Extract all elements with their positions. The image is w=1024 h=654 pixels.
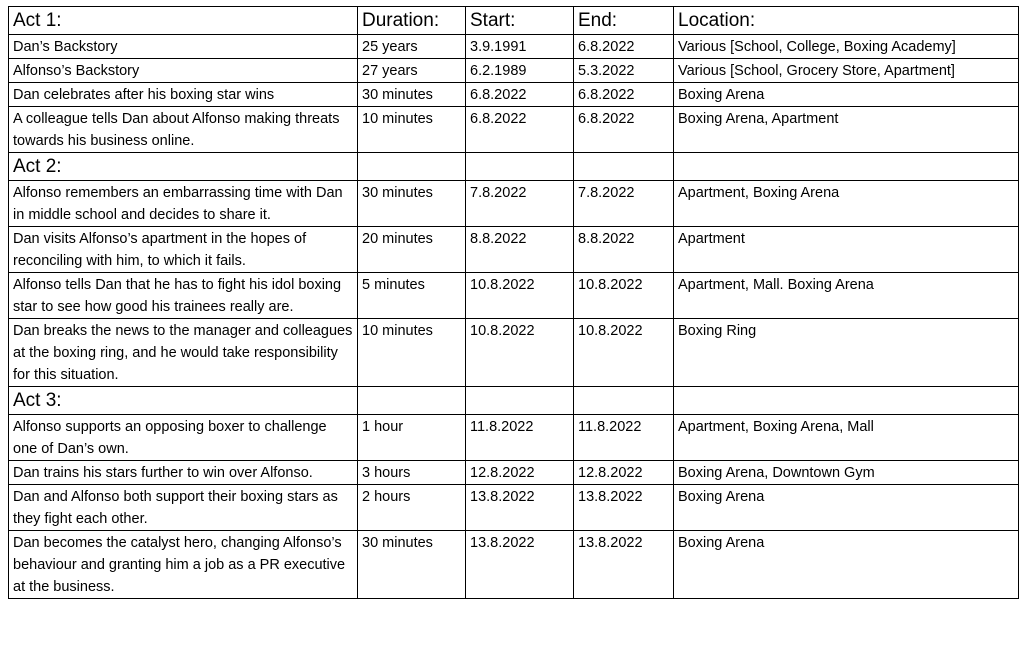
end-cell: 7.8.2022: [574, 181, 674, 227]
empty-cell: [574, 387, 674, 415]
duration-cell: 20 minutes: [358, 227, 466, 273]
end-cell: 13.8.2022: [574, 531, 674, 599]
end-cell: 10.8.2022: [574, 273, 674, 319]
event-cell: Dan trains his stars further to win over Alfonso.: [9, 461, 358, 485]
end-cell: 6.8.2022: [574, 35, 674, 59]
start-header: Start:: [466, 7, 574, 35]
end-cell: 8.8.2022: [574, 227, 674, 273]
duration-cell: 30 minutes: [358, 531, 466, 599]
location-cell: Boxing Ring: [674, 319, 1019, 387]
event-cell: A colleague tells Dan about Alfonso making threats towards his business online.: [9, 107, 358, 153]
duration-cell: 30 minutes: [358, 83, 466, 107]
end-cell: 5.3.2022: [574, 59, 674, 83]
event-cell: Dan breaks the news to the manager and colleagues at the boxing ring, and he would take responsibility for this situation.: [9, 319, 358, 387]
start-cell: 10.8.2022: [466, 273, 574, 319]
duration-header: Duration:: [358, 7, 466, 35]
start-cell: 6.8.2022: [466, 107, 574, 153]
act-2-heading: Act 2:: [9, 153, 358, 181]
event-cell: Dan’s Backstory: [9, 35, 358, 59]
start-cell: 6.2.1989: [466, 59, 574, 83]
empty-cell: [358, 153, 466, 181]
table-row: [9, 181, 1019, 227]
location-cell: Apartment: [674, 227, 1019, 273]
duration-cell: 5 minutes: [358, 273, 466, 319]
act-3-heading: Act 3:: [9, 387, 358, 415]
table-row: [9, 319, 1019, 387]
empty-cell: [358, 387, 466, 415]
empty-cell: [574, 153, 674, 181]
table-row: [9, 59, 1019, 83]
start-cell: 10.8.2022: [466, 319, 574, 387]
location-cell: Apartment, Boxing Arena, Mall: [674, 415, 1019, 461]
location-cell: Boxing Arena: [674, 531, 1019, 599]
duration-cell: 30 minutes: [358, 181, 466, 227]
event-cell: Alfonso supports an opposing boxer to challenge one of Dan’s own.: [9, 415, 358, 461]
table-row: [9, 531, 1019, 599]
start-cell: 13.8.2022: [466, 531, 574, 599]
table-row: [9, 35, 1019, 59]
timeline-table: [8, 6, 1019, 599]
end-cell: 12.8.2022: [574, 461, 674, 485]
table-row: [9, 107, 1019, 153]
location-cell: Boxing Arena: [674, 485, 1019, 531]
event-cell: Dan celebrates after his boxing star wins: [9, 83, 358, 107]
event-cell: Alfonso tells Dan that he has to fight his idol boxing star to see how good his trainees really are.: [9, 273, 358, 319]
end-cell: 10.8.2022: [574, 319, 674, 387]
start-cell: 8.8.2022: [466, 227, 574, 273]
empty-cell: [466, 387, 574, 415]
event-cell: Alfonso’s Backstory: [9, 59, 358, 83]
duration-cell: 2 hours: [358, 485, 466, 531]
table-row: [9, 273, 1019, 319]
start-cell: 13.8.2022: [466, 485, 574, 531]
duration-cell: 1 hour: [358, 415, 466, 461]
duration-cell: 27 years: [358, 59, 466, 83]
event-cell: Dan becomes the catalyst hero, changing Alfonso’s behaviour and granting him a job as a PR executive at the business.: [9, 531, 358, 599]
table-row: [9, 227, 1019, 273]
duration-cell: 10 minutes: [358, 107, 466, 153]
end-cell: 6.8.2022: [574, 107, 674, 153]
location-cell: Boxing Arena, Apartment: [674, 107, 1019, 153]
location-header: Location:: [674, 7, 1019, 35]
location-cell: Various [School, Grocery Store, Apartment]: [674, 59, 1019, 83]
end-header: End:: [574, 7, 674, 35]
start-cell: 12.8.2022: [466, 461, 574, 485]
start-cell: 11.8.2022: [466, 415, 574, 461]
event-cell: Dan visits Alfonso’s apartment in the hopes of reconciling with him, to which it fails.: [9, 227, 358, 273]
empty-cell: [674, 153, 1019, 181]
location-cell: Various [School, College, Boxing Academy]: [674, 35, 1019, 59]
location-cell: Apartment, Mall. Boxing Arena: [674, 273, 1019, 319]
start-cell: 3.9.1991: [466, 35, 574, 59]
empty-cell: [466, 153, 574, 181]
empty-cell: [674, 387, 1019, 415]
event-cell: Dan and Alfonso both support their boxing stars as they fight each other.: [9, 485, 358, 531]
event-cell: Alfonso remembers an embarrassing time with Dan in middle school and decides to share it.: [9, 181, 358, 227]
start-cell: 6.8.2022: [466, 83, 574, 107]
end-cell: 6.8.2022: [574, 83, 674, 107]
table-row: [9, 83, 1019, 107]
location-cell: Boxing Arena, Downtown Gym: [674, 461, 1019, 485]
duration-cell: 25 years: [358, 35, 466, 59]
act-3-row: [9, 387, 1019, 415]
duration-cell: 10 minutes: [358, 319, 466, 387]
table-row: [9, 415, 1019, 461]
location-cell: Boxing Arena: [674, 83, 1019, 107]
duration-cell: 3 hours: [358, 461, 466, 485]
start-cell: 7.8.2022: [466, 181, 574, 227]
table-row: [9, 461, 1019, 485]
end-cell: 11.8.2022: [574, 415, 674, 461]
table-row: [9, 485, 1019, 531]
location-cell: Apartment, Boxing Arena: [674, 181, 1019, 227]
end-cell: 13.8.2022: [574, 485, 674, 531]
act-1-heading: Act 1:: [9, 7, 358, 35]
act-2-row: [9, 153, 1019, 181]
header-row: [9, 7, 1019, 35]
